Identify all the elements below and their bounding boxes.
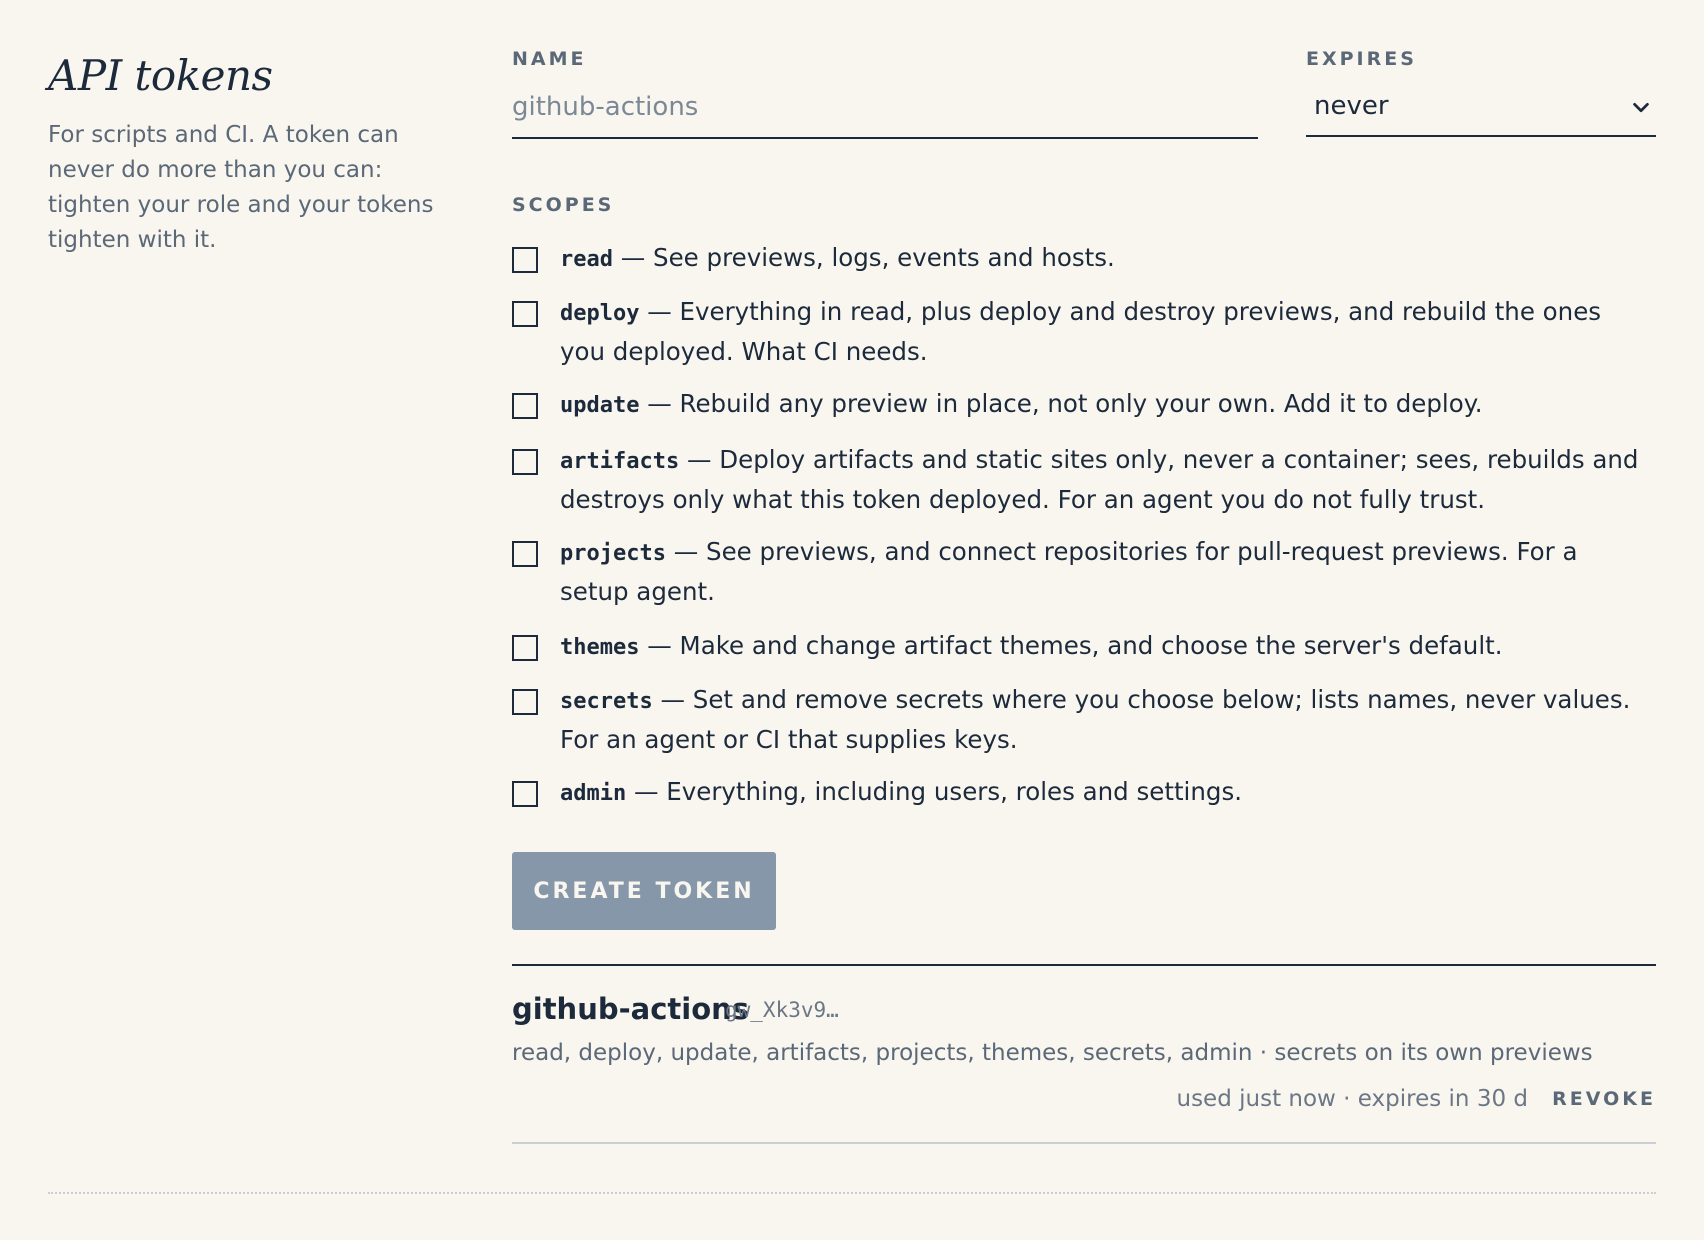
scope-description: — Deploy artifacts and static sites only, never a container; sees, rebuilds and destroys only what this token deployed. For an agent you do not fully trust.	[560, 445, 1639, 514]
expires-select[interactable]	[1306, 87, 1656, 137]
scope-item-read	[512, 244, 1656, 279]
scope-text	[560, 385, 1650, 425]
scope-code: themes	[560, 635, 640, 660]
scope-checkbox-secrets[interactable]	[512, 689, 538, 715]
token-row	[512, 966, 1656, 1144]
scope-description: — Set and remove secrets where you choose below; lists names, never values. For an agent or CI that supplies keys.	[560, 685, 1631, 754]
scope-text	[560, 773, 1650, 813]
scope-text	[560, 533, 1650, 611]
scope-item-themes	[512, 632, 1656, 667]
section-divider	[48, 1192, 1656, 1194]
scope-checkbox-projects[interactable]	[512, 541, 538, 567]
scope-description: — Make and change artifact themes, and choose the server's default.	[639, 631, 1503, 660]
revoke-button[interactable]: REVOKE	[1552, 1088, 1656, 1110]
scope-code: projects	[560, 541, 666, 566]
token-prefix: gw_Xk3v9…	[725, 998, 839, 1022]
scope-description: — See previews, logs, events and hosts.	[612, 243, 1115, 272]
token-list	[512, 964, 1656, 1144]
chevron-down-icon	[1630, 97, 1652, 119]
scope-code: admin	[560, 781, 627, 806]
scope-text	[560, 239, 1650, 279]
scope-text	[560, 293, 1650, 371]
scopes-section	[512, 194, 1656, 806]
expires-value: never	[1314, 91, 1389, 121]
scope-item-projects	[512, 538, 1656, 611]
token-name: github-actions	[512, 992, 750, 1026]
scope-checkbox-artifacts[interactable]	[512, 449, 538, 475]
scope-description: — Everything in read, plus deploy and destroy previews, and rebuild the ones you deployed. What CI needs.	[560, 297, 1602, 366]
scope-code: secrets	[560, 689, 653, 714]
scope-text	[560, 441, 1650, 519]
scope-checkbox-read[interactable]	[512, 247, 538, 273]
scope-description: — Everything, including users, roles and settings.	[626, 777, 1243, 806]
scope-description: — Rebuild any preview in place, not only your own. Add it to deploy.	[639, 389, 1483, 418]
token-scopes: read, deploy, update, artifacts, projects, themes, secrets, admin · secrets on its own previews	[512, 1040, 1593, 1066]
scope-code: update	[560, 393, 640, 418]
scope-code: artifacts	[560, 449, 680, 474]
create-token-button[interactable]: CREATE TOKEN	[512, 852, 776, 930]
name-input[interactable]	[512, 87, 1258, 139]
page-description: For scripts and CI. A token can never do more than you can: tighten your role and your tokens tighten with it.	[48, 122, 434, 253]
scope-item-secrets	[512, 686, 1656, 759]
scope-code: read	[560, 247, 613, 272]
scope-code: deploy	[560, 301, 640, 326]
scope-item-update	[512, 390, 1656, 425]
name-label: NAME	[512, 48, 587, 70]
expires-label: EXPIRES	[1306, 48, 1417, 70]
scope-text	[560, 681, 1650, 759]
scope-description: — See previews, and connect repositories for pull-request previews. For a setup agent.	[560, 537, 1578, 606]
token-meta: used just now · expires in 30 d	[1176, 1086, 1528, 1112]
scope-checkbox-themes[interactable]	[512, 635, 538, 661]
scope-checkbox-deploy[interactable]	[512, 301, 538, 327]
page-title: API tokens	[48, 51, 273, 100]
expires-field	[1306, 48, 1656, 137]
scope-item-deploy	[512, 298, 1656, 371]
name-field	[512, 48, 1258, 139]
scope-checkbox-admin[interactable]	[512, 781, 538, 807]
scopes-label: SCOPES	[512, 194, 615, 216]
scope-text	[560, 627, 1650, 667]
page-header	[48, 48, 448, 258]
scope-item-artifacts	[512, 446, 1656, 519]
scope-item-admin	[512, 778, 1656, 813]
scope-checkbox-update[interactable]	[512, 393, 538, 419]
